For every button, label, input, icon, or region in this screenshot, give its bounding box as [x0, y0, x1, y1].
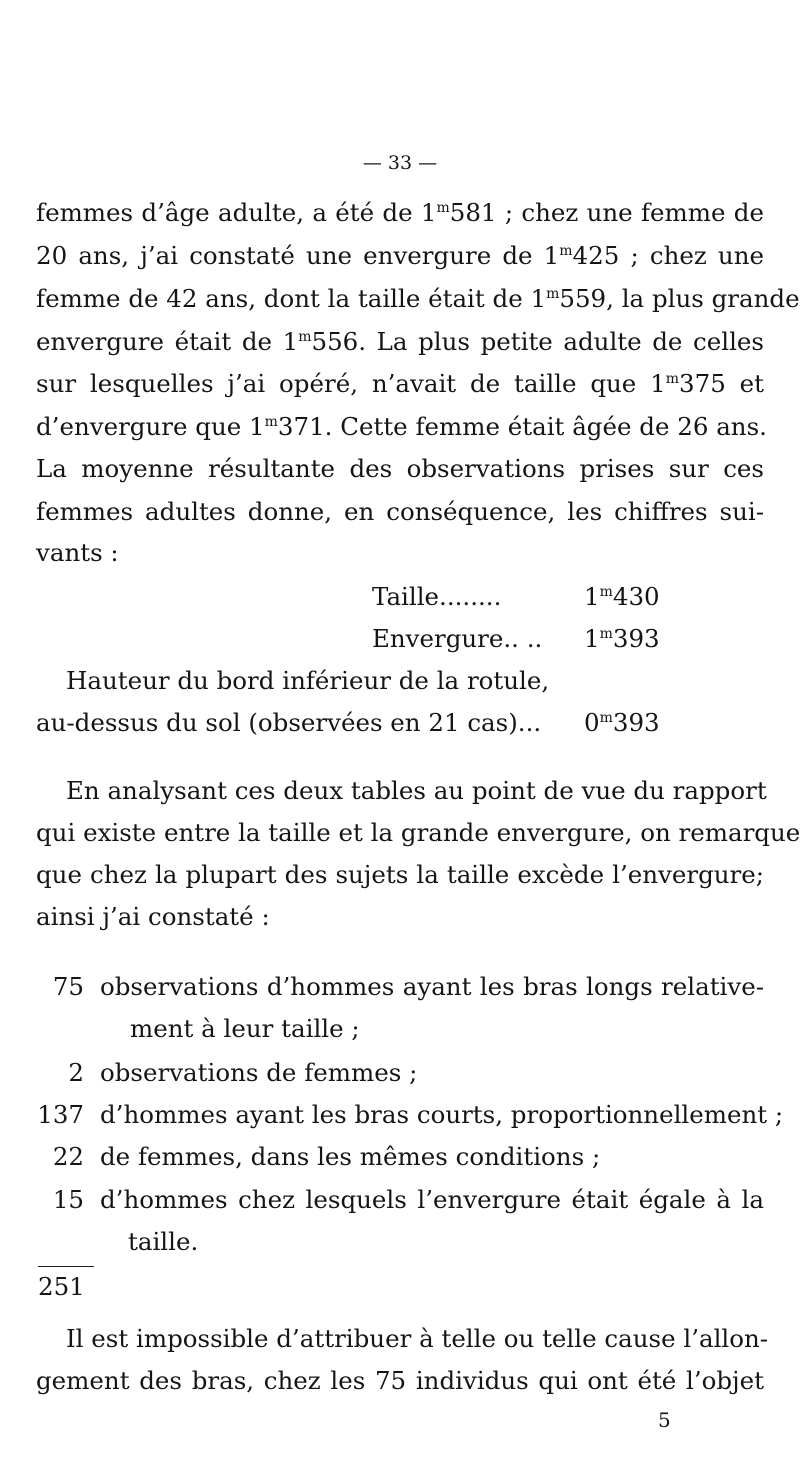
observation-text: observations de femmes ;	[100, 1058, 418, 1087]
observation-continuation: taille.	[128, 1227, 199, 1256]
observation-count: 75	[52, 972, 84, 1001]
para2-line: En analysant ces deux tables au point de vue du rapport	[66, 776, 767, 805]
para2-line: ainsi j’ai constaté :	[36, 902, 270, 931]
observation-total: 251	[38, 1272, 85, 1301]
hauteur-value: 0$^m$393	[584, 708, 660, 737]
para3-line: Il est impossible d’attribuer à telle ou telle cause l’allon-	[66, 1324, 769, 1353]
para2-line: que chez la plupart des sujets la taille excède l’envergure;	[36, 860, 764, 889]
para1-line: 20 ans, j’ai constaté une envergure de 1$^m$425 ; chez une	[36, 241, 764, 270]
para1-line: femme de 42 ans, dont la taille était de 1$^m$559, la plus grande	[36, 284, 800, 313]
observation-text: d’hommes ayant les bras courts, proportionnellement ;	[100, 1100, 784, 1129]
hauteur-label-line2: au-dessus du sol (observées en 21 cas)...	[36, 708, 542, 737]
taille-label: Taille........	[372, 582, 502, 611]
para2-line: qui existe entre la taille et la grande envergure, on remarque	[36, 818, 800, 847]
observation-text: d’hommes chez lesquels l’envergure était égale à la	[100, 1185, 764, 1214]
taille-value: 1$^m$430	[584, 582, 660, 611]
observation-count: 137	[37, 1100, 84, 1129]
envergure-label: Envergure.. ..	[372, 624, 543, 653]
observation-count: 22	[52, 1142, 84, 1171]
para1-line: femmes d’âge adulte, a été de 1$^m$581 ; chez une femme de	[36, 198, 764, 227]
para1-line: envergure était de 1$^m$556. La plus petite adulte de celles	[36, 327, 764, 356]
para1-line: d’envergure que 1$^m$371. Cette femme était âgée de 26 ans.	[36, 412, 767, 441]
observation-count: 15	[52, 1185, 84, 1214]
observation-count: 2	[68, 1058, 84, 1087]
para1-line: La moyenne résultante des observations prises sur ces	[36, 454, 764, 483]
sum-rule	[38, 1266, 94, 1267]
para1-line: vants :	[36, 538, 119, 567]
page-number: — 33 —	[362, 152, 438, 174]
observation-continuation: ment à leur taille ;	[130, 1014, 360, 1043]
observation-text: observations d’hommes ayant les bras longs relative-	[100, 972, 764, 1001]
hauteur-label-line1: Hauteur du bord inférieur de la rotule,	[66, 666, 550, 695]
envergure-value: 1$^m$393	[584, 624, 660, 653]
para1-line: femmes adultes donne, en conséquence, les chiffres sui-	[36, 497, 764, 526]
para3-line: gement des bras, chez les 75 individus qui ont été l’objet	[36, 1366, 764, 1395]
observation-text: de femmes, dans les mêmes conditions ;	[100, 1142, 601, 1171]
signature-mark: 5	[658, 1408, 671, 1432]
para1-line: sur lesquelles j’ai opéré, n’avait de taille que 1$^m$375 et	[36, 369, 764, 398]
